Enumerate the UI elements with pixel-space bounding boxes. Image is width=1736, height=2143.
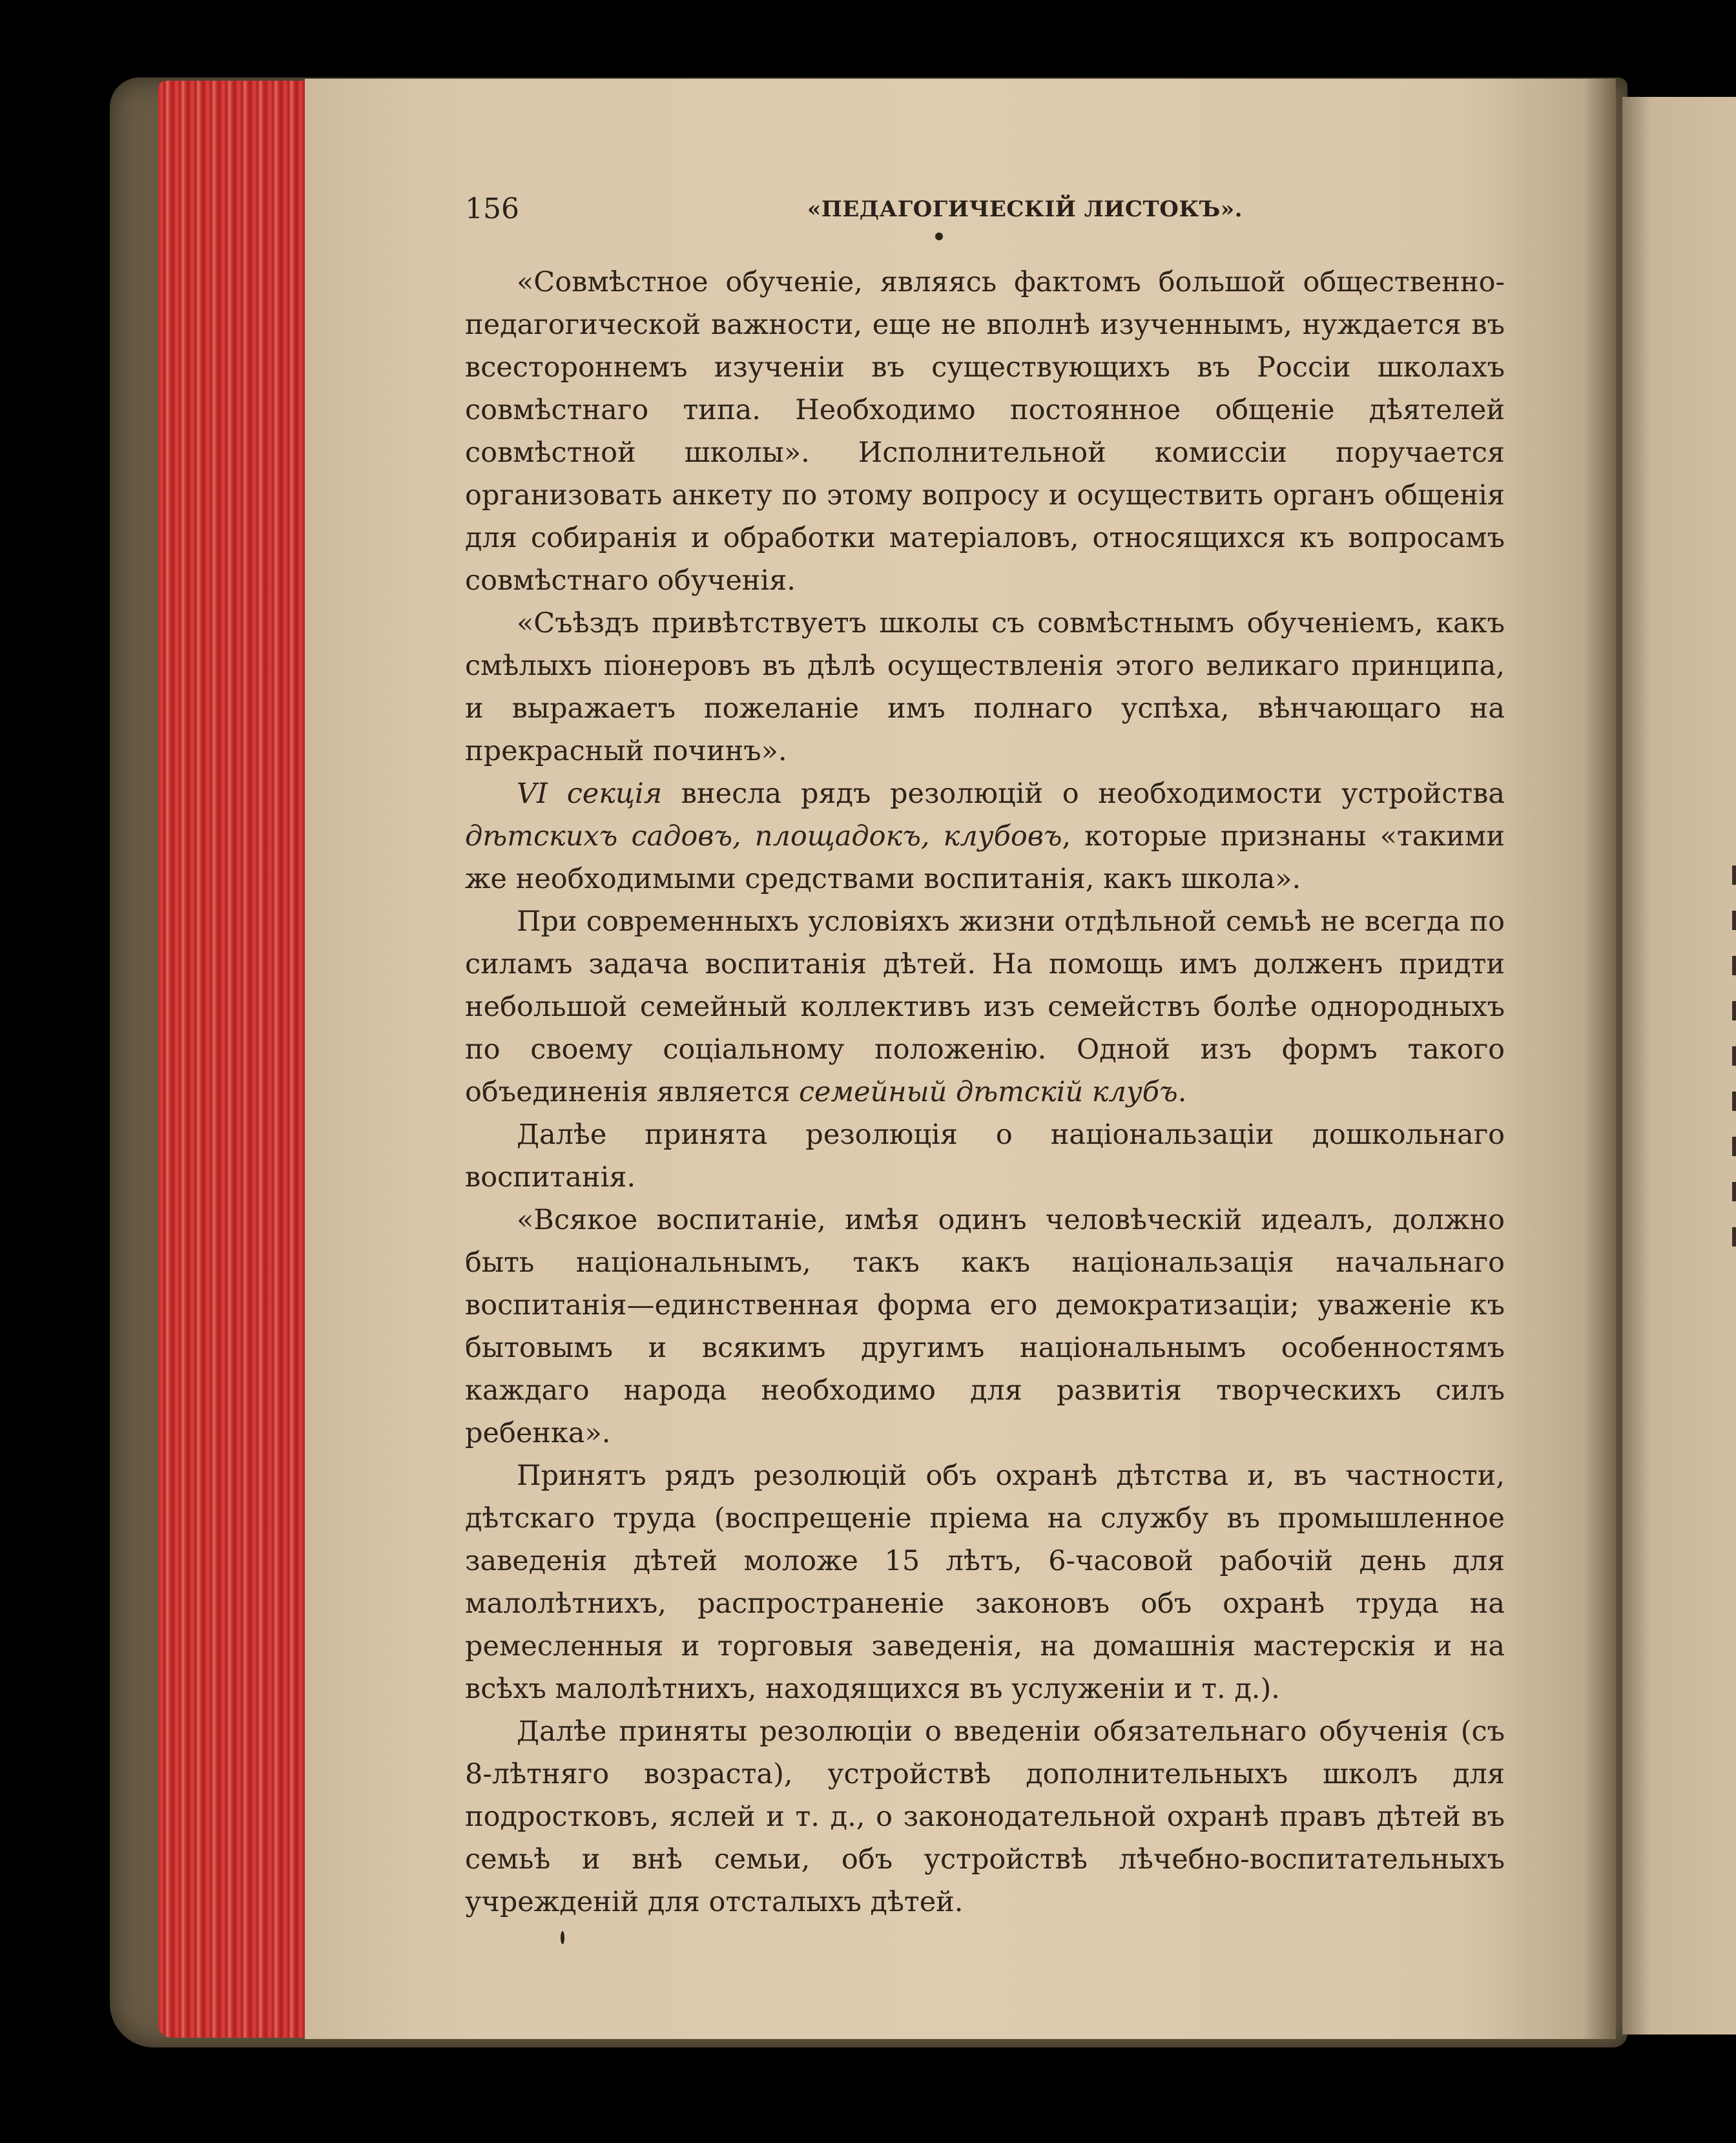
paragraph (465, 900, 1505, 1113)
ink-mark (561, 1931, 564, 1944)
italic-text: дѣтскихъ садовъ, площадокъ, клубовъ (465, 820, 1062, 853)
running-title: «ПЕДАГОГИЧЕСКІЙ ЛИСТОКЪ». (807, 196, 1243, 222)
body-text (465, 261, 1505, 1923)
page-header (465, 192, 1511, 231)
facing-page-glyph (1732, 1137, 1736, 1156)
facing-page-glyph (1732, 1001, 1736, 1020)
text-run: «Совмѣстное обученіе, являясь фактомъ большой общественно-педагогической важности, еще не вполнѣ изученнымъ, нуждается въ всестороннемъ изученіи въ существующихъ въ Россіи школахъ совмѣстнаго типа. Необходимо постоянное общеніе дѣятелей совмѣстной школы». Исполнительной комиссіи поручается организовать анкету по этому вопросу и осуществить органъ общенія для собиранія и обработки матеріаловъ, относящихся къ вопросамъ совмѣстнаго обученія. (465, 266, 1505, 597)
text-run: При современныхъ условіяхъ жизни отдѣльной семьѣ не всегда по силамъ задача воспитанія дѣтей. На помощь имъ долженъ придти небольшой семейный коллективъ изъ семействъ болѣе однородныхъ по своему соціальному положенію. Одной изъ формъ такого объединенія является (465, 906, 1505, 1108)
page-number: 156 (465, 192, 519, 225)
text-run: внесла рядъ резолюцій о необходимости устройства (662, 778, 1505, 810)
facing-page-glyph (1732, 865, 1736, 885)
facing-page-edge (1622, 97, 1736, 2034)
text-run: , которые признаны «такими же необходимыми средствами воспитанія, какъ школа». (465, 820, 1505, 895)
text-run: «Всякое воспитаніе, имѣя одинъ человѣческій идеалъ, должно быть національнымъ, такъ какъ національзація начальнаго воспитанія—единственная форма его демократизаціи; уваженіе къ бытовымъ и всякимъ другимъ національнымъ особенностямъ каждаго народа необходимо для развитія творческихъ силъ ребенка». (465, 1204, 1505, 1449)
paragraph (465, 1199, 1505, 1455)
facing-page-glyph (1732, 1182, 1736, 1201)
paragraph (465, 602, 1505, 772)
text-run: Далѣе принята резолюція о національзаціи дошкольнаго воспитанія. (465, 1119, 1505, 1194)
text-run: «Съѣздъ привѣтствуетъ школы съ совмѣстнымъ обученіемъ, какъ смѣлыхъ піонеровъ въ дѣлѣ осуществленія этого великаго принципа, и выражаетъ пожеланіе имъ полнаго успѣха, вѣнчающаго на прекрасный починъ». (465, 607, 1505, 767)
facing-page-glyph (1732, 956, 1736, 975)
paragraph (465, 772, 1505, 900)
italic-text: семейный дѣтскій клубъ (798, 1076, 1178, 1108)
text-run: . (1177, 1076, 1187, 1108)
facing-page-glyph (1732, 911, 1736, 930)
facing-page-glyph (1732, 1046, 1736, 1066)
paragraph (465, 1113, 1505, 1199)
paragraph (465, 261, 1505, 602)
text-run: Принятъ рядъ резолюцій объ охранѣ дѣтства и, въ частности, дѣтскаго труда (воспрещеніе пріема на службу въ промышленное заведенія дѣтей моложе 15 лѣтъ, 6-часовой рабочій день для малолѣтнихъ, распространеніе законовъ объ охранѣ труда на ремесленныя и торговыя заведенія, на домашнія мастерскія и на всѣхъ малолѣтнихъ, находящихся въ услуженіи и т. д.). (465, 1460, 1505, 1705)
facing-page-glyph (1732, 1227, 1736, 1247)
italic-text: VI секція (517, 778, 663, 810)
red-page-edges (158, 81, 307, 2038)
facing-page-glyph (1732, 1092, 1736, 1111)
paragraph (465, 1455, 1505, 1710)
paragraph (465, 1710, 1505, 1923)
text-run: Далѣе приняты резолюціи о введеніи обязательнаго обученія (съ 8-лѣтняго возраста), устройствѣ дополнительныхъ школъ для подростковъ, яслей и т. д., о законодательной охранѣ правъ дѣтей въ семьѣ и внѣ семьи, объ устройствѣ лѣчебно-воспитательныхъ учрежденій для отсталыхъ дѣтей. (465, 1715, 1505, 1918)
ink-dot (935, 233, 943, 240)
